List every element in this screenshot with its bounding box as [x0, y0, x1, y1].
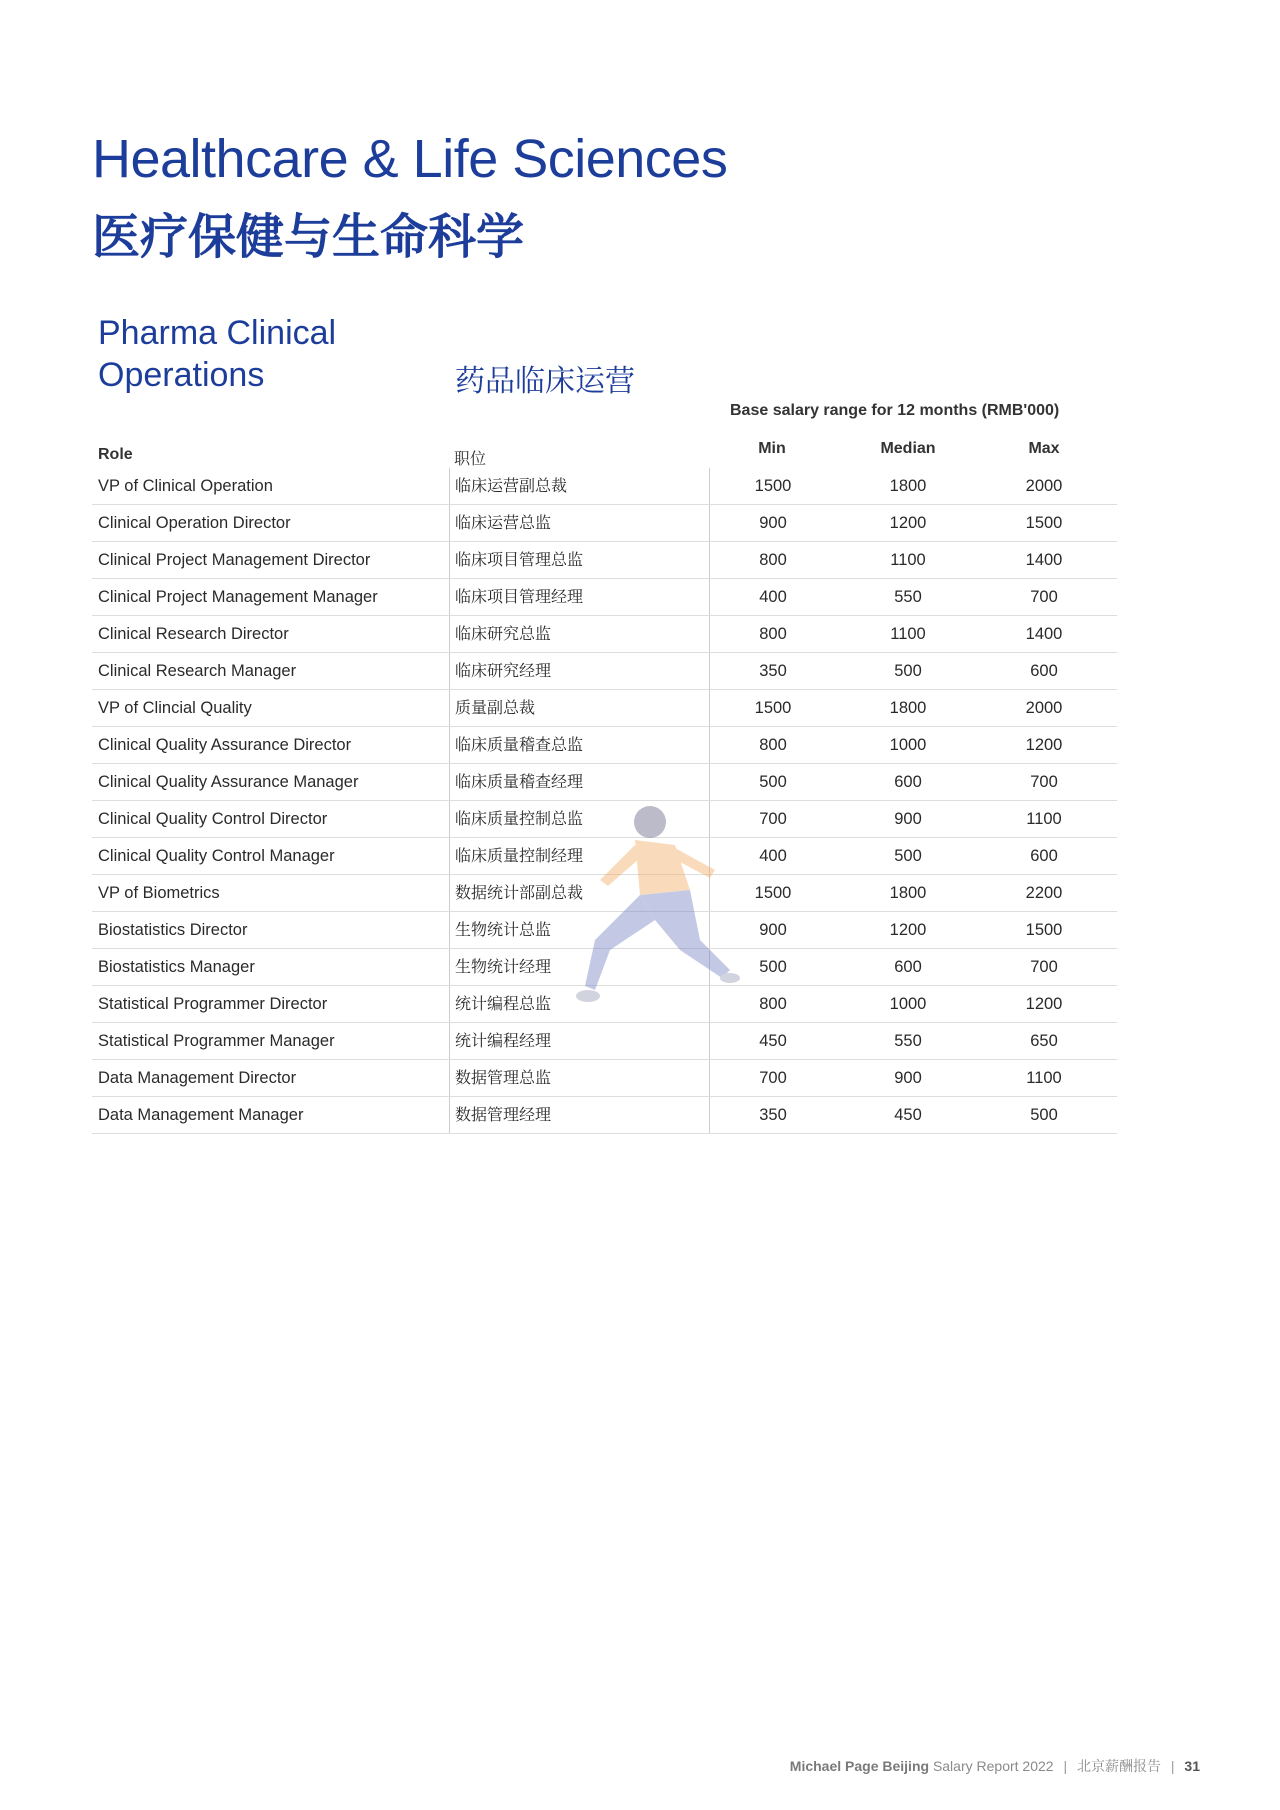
cell-max: 1200 — [1025, 736, 1063, 754]
table-row — [92, 690, 1117, 727]
page-footer — [790, 1756, 1200, 1776]
footer-report: Salary Report 2022 — [932, 1758, 1054, 1774]
cell-max: 650 — [1030, 1032, 1058, 1050]
cell-min: 700 — [709, 801, 833, 837]
cell-min: 900 — [709, 505, 833, 541]
cell-median: 1800 — [889, 477, 927, 495]
cell-max: 2200 — [1025, 884, 1063, 902]
cell-role-cn: 临床运营总监 — [449, 505, 710, 541]
cell-max: 1200 — [1025, 995, 1063, 1013]
cell-role: Clinical Operation Director — [98, 514, 291, 532]
cell-role: Clinical Project Management Director — [98, 551, 371, 569]
cell-median: 1100 — [890, 625, 926, 643]
column-header-min: Min — [758, 440, 786, 457]
cell-role-cn: 临床运营副总裁 — [449, 468, 710, 504]
table-row — [92, 653, 1117, 690]
cell-role-cn: 统计编程总监 — [449, 986, 710, 1022]
cell-median: 1000 — [889, 736, 927, 754]
cell-min: 400 — [709, 579, 833, 615]
cell-median: 900 — [894, 810, 922, 828]
cell-min: 800 — [709, 986, 833, 1022]
cell-max: 700 — [1030, 958, 1058, 976]
cell-median: 550 — [894, 1032, 922, 1050]
salary-caption: Base salary range for 12 months (RMB'000) — [730, 402, 1060, 419]
cell-role-cn: 临床项目管理经理 — [449, 579, 710, 615]
cell-median: 1800 — [889, 884, 927, 902]
cell-role-cn: 数据管理总监 — [449, 1060, 710, 1096]
cell-role: VP of Clinical Operation — [98, 477, 273, 495]
section-title-cn: 药品临床运营 — [455, 364, 635, 399]
cell-min: 1500 — [709, 468, 833, 504]
cell-role: Statistical Programmer Manager — [98, 1032, 335, 1050]
cell-role: Clinical Research Director — [98, 625, 289, 643]
column-header-max: Max — [1028, 440, 1060, 457]
cell-role-cn: 临床研究总监 — [449, 616, 710, 652]
cell-role: Clinical Quality Assurance Director — [98, 736, 352, 754]
section-title-en-line2: Operations — [98, 356, 265, 394]
cell-min: 900 — [709, 912, 833, 948]
cell-max: 2000 — [1025, 699, 1063, 717]
cell-min: 1500 — [709, 875, 833, 911]
cell-role: Biostatistics Manager — [98, 958, 255, 976]
cell-min: 800 — [709, 727, 833, 763]
table-row — [92, 505, 1117, 542]
cell-max: 1500 — [1025, 921, 1063, 939]
cell-min: 800 — [709, 542, 833, 578]
cell-min: 500 — [709, 764, 833, 800]
table-row — [92, 579, 1117, 616]
column-header-role: Role — [98, 446, 133, 463]
cell-role-cn: 临床项目管理总监 — [449, 542, 710, 578]
cell-role: Data Management Manager — [98, 1106, 304, 1124]
footer-brand: Michael Page Beijing — [789, 1758, 930, 1774]
cell-max: 1100 — [1026, 1069, 1062, 1087]
cell-median: 1800 — [889, 699, 927, 717]
cell-median: 500 — [894, 662, 922, 680]
cell-max: 2000 — [1025, 477, 1063, 495]
table-row — [92, 764, 1117, 801]
cell-median: 600 — [894, 773, 922, 791]
cell-role-cn: 临床质量稽查经理 — [449, 764, 710, 800]
cell-role-cn: 质量副总裁 — [449, 690, 710, 726]
cell-role-cn: 统计编程经理 — [449, 1023, 710, 1059]
page-title-cn: 医疗保健与生命科学 — [92, 209, 525, 265]
cell-max: 600 — [1030, 662, 1058, 680]
cell-median: 550 — [894, 588, 922, 606]
cell-max: 1500 — [1025, 514, 1063, 532]
cell-median: 450 — [894, 1106, 922, 1124]
section-title-en-line1: Pharma Clinical — [98, 314, 337, 352]
cell-min: 500 — [709, 949, 833, 985]
cell-min: 700 — [709, 1060, 833, 1096]
cell-max: 600 — [1030, 847, 1058, 865]
cell-max: 1400 — [1025, 625, 1063, 643]
cell-max: 500 — [1030, 1106, 1058, 1124]
cell-median: 1100 — [890, 551, 926, 569]
cell-min: 450 — [709, 1023, 833, 1059]
page-title-en: Healthcare & Life Sciences — [92, 129, 728, 189]
cell-median: 1200 — [889, 921, 927, 939]
table-row — [92, 1023, 1117, 1060]
cell-max: 700 — [1030, 588, 1058, 606]
cell-max: 1400 — [1025, 551, 1063, 569]
cell-role-cn: 临床质量稽查总监 — [449, 727, 710, 763]
column-header-role-cn: 职位 — [454, 449, 487, 468]
cell-min: 800 — [709, 616, 833, 652]
cell-role: Clinical Project Management Manager — [98, 588, 378, 606]
section-title-en — [98, 312, 336, 396]
cell-role-cn: 临床研究经理 — [449, 653, 710, 689]
cell-min: 350 — [709, 653, 833, 689]
cell-role: Clinical Quality Control Manager — [98, 847, 335, 865]
column-header-median: Median — [880, 440, 936, 457]
cell-median: 1200 — [889, 514, 927, 532]
cell-role: Clinical Quality Control Director — [98, 810, 328, 828]
table-row — [92, 542, 1117, 579]
cell-role: Biostatistics Director — [98, 921, 248, 939]
cell-role: VP of Clincial Quality — [98, 699, 252, 717]
cell-median: 900 — [894, 1069, 922, 1087]
cell-median: 1000 — [889, 995, 927, 1013]
cell-role: Statistical Programmer Director — [98, 995, 328, 1013]
table-header — [92, 436, 1117, 468]
page-number: 31 — [1184, 1758, 1200, 1774]
running-person-illustration — [540, 800, 740, 1020]
table-row — [92, 1097, 1117, 1134]
table-row — [92, 1060, 1117, 1097]
cell-min: 350 — [709, 1097, 833, 1133]
cell-role-cn: 临床质量控制经理 — [449, 838, 710, 874]
cell-role: Clinical Quality Assurance Manager — [98, 773, 359, 791]
cell-min: 1500 — [709, 690, 833, 726]
cell-role: Data Management Director — [98, 1069, 297, 1087]
cell-role-cn: 生物统计总监 — [449, 912, 710, 948]
cell-role-cn: 数据统计部副总裁 — [449, 875, 710, 911]
cell-role-cn: 数据管理经理 — [449, 1097, 710, 1133]
cell-min: 400 — [709, 838, 833, 874]
cell-role: VP of Biometrics — [98, 884, 220, 902]
footer-report-cn: 北京薪酬报告 — [1077, 1759, 1161, 1775]
cell-max: 1100 — [1026, 810, 1062, 828]
footer-separator-2: | — [1170, 1758, 1175, 1774]
cell-max: 700 — [1030, 773, 1058, 791]
table-row — [92, 468, 1117, 505]
cell-median: 500 — [894, 847, 922, 865]
footer-separator: | — [1063, 1758, 1068, 1774]
cell-role-cn: 生物统计经理 — [449, 949, 710, 985]
cell-median: 600 — [894, 958, 922, 976]
cell-role-cn: 临床质量控制总监 — [449, 801, 710, 837]
table-row — [92, 616, 1117, 653]
cell-role: Clinical Research Manager — [98, 662, 297, 680]
table-row — [92, 727, 1117, 764]
